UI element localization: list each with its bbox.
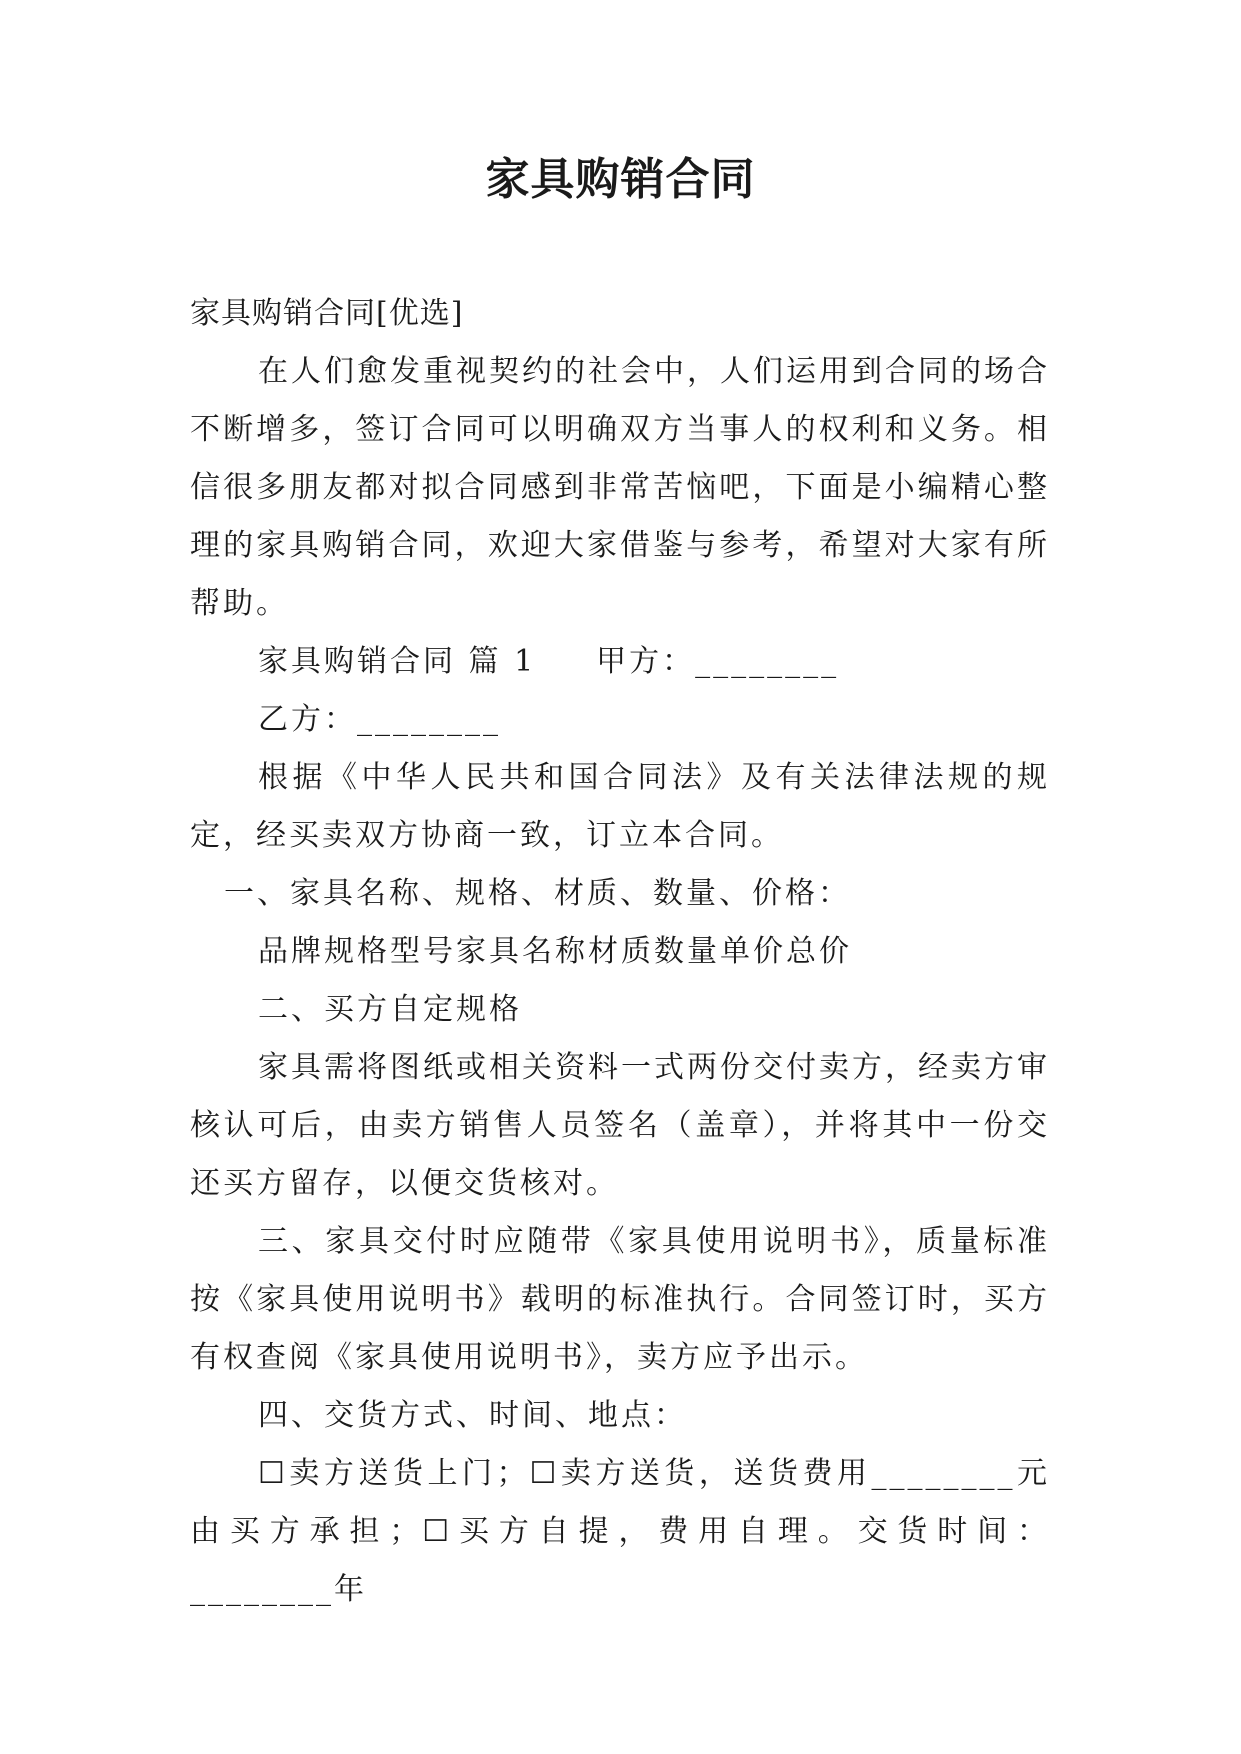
intro-paragraph: 在人们愈发重视契约的社会中，人们运用到合同的场合不断增多，签订合同可以明确双方当事人的权利和义务。相信很多朋友都对拟合同感到非常苦恼吧，下面是小编精心整理的家具购销合同，欢迎大家借鉴与参考，希望对大家有所帮助。 <box>190 354 1050 621</box>
clause-2-title: 二、买方自定规格 <box>258 992 522 1027</box>
clause-2-body: 家具需将图纸或相关资料一式两份交付卖方，经卖方审核认可后，由卖方销售人员签名（盖章），并将其中一份交还买方留存，以便交货核对。 <box>190 1050 1050 1201</box>
document-title: 家具购销合同 <box>485 154 756 205</box>
document-subtitle: 家具购销合同[优选] <box>190 296 464 331</box>
clause-1-columns: 品牌规格型号家具名称材质数量单价总价 <box>258 934 852 969</box>
clause-4-title: 四、交货方式、时间、地点： <box>258 1398 687 1433</box>
section-heading-line <box>190 633 1050 691</box>
party-a-field: 甲方：________ <box>596 644 840 679</box>
section-heading: 家具购销合同 篇 1 <box>258 644 537 679</box>
party-b-field: 乙方：________ <box>258 702 501 737</box>
clause-1-title: 一、家具名称、规格、材质、数量、价格： <box>224 876 851 911</box>
clause-3-body: 三、家具交付时应随带《家具使用说明书》，质量标准按《家具使用说明书》载明的标准执行。合同签订时，买方有权查阅《家具使用说明书》，卖方应予出示。 <box>190 1224 1050 1375</box>
basis-paragraph: 根据《中华人民共和国合同法》及有关法律法规的规定，经买卖双方协商一致，订立本合同。 <box>190 760 1050 853</box>
document-body <box>190 285 1050 1619</box>
clause-4-body: ☐卖方送货上门；☐卖方送货，送货费用________元由买方承担；☐买方自提，费用自理。交货时间：________年 <box>190 1456 1050 1607</box>
